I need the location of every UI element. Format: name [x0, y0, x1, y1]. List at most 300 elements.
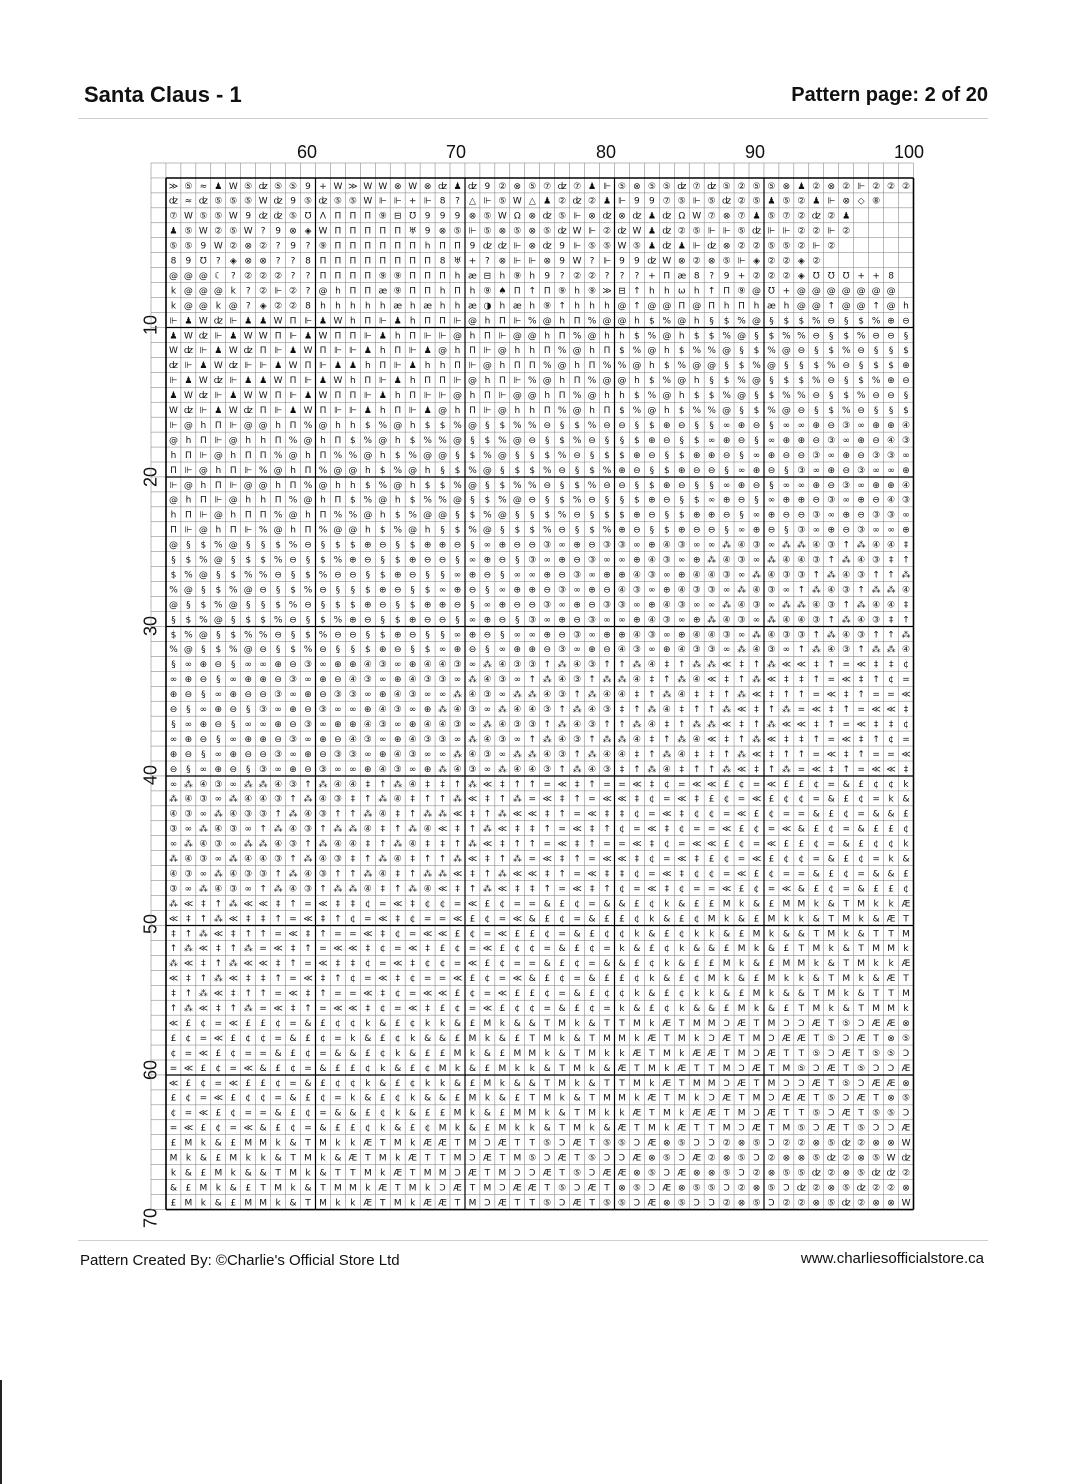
pattern-cell-symbol: @ [752, 286, 762, 297]
pattern-cell-symbol: ⊖ [722, 450, 731, 461]
pattern-cell-symbol: ③ [289, 839, 298, 850]
pattern-cell-symbol: ‡ [335, 959, 341, 970]
pattern-cell-symbol: & [603, 1063, 611, 1074]
pattern-cell-symbol: £ [738, 824, 745, 835]
pattern-cell-symbol: = [438, 974, 447, 985]
pattern-cell-symbol: ② [737, 181, 746, 192]
pattern-cell-symbol: $ [514, 465, 521, 476]
pattern-cell-symbol: £ [903, 869, 909, 880]
pattern-cell-symbol: æ [378, 286, 388, 297]
pattern-cell-symbol: ‡ [799, 675, 804, 686]
pattern-cell-symbol: @ [497, 346, 507, 357]
pattern-cell-symbol: $ [634, 391, 640, 402]
pattern-cell-symbol: & [304, 1018, 312, 1029]
pattern-cell-symbol: & [633, 1004, 641, 1015]
pattern-cell-symbol: ‡ [305, 929, 311, 940]
pattern-cell-symbol: § [470, 540, 475, 551]
pattern-cell-symbol: ⁂ [826, 630, 836, 641]
pattern-cell-symbol: @ [722, 406, 732, 417]
pattern-cell-symbol: T [858, 1048, 864, 1059]
pattern-cell-symbol: T [813, 1093, 820, 1104]
pattern-cell-symbol: ⑦ [169, 211, 178, 222]
pattern-cell-symbol: Æ [647, 1198, 657, 1209]
pattern-cell-symbol: k [753, 944, 760, 955]
pattern-cell-symbol: 9 [290, 241, 296, 252]
pattern-cell-symbol: Æ [722, 1093, 732, 1104]
pattern-cell-symbol: ⑤ [244, 196, 253, 207]
pattern-cell-symbol: Π [259, 450, 267, 461]
pattern-cell-symbol: + [319, 181, 327, 192]
pattern-cell-symbol: ¢ [888, 675, 894, 686]
pattern-cell-symbol: Ↄ [484, 1198, 491, 1209]
pattern-cell-symbol: ⊕ [543, 570, 551, 581]
pattern-cell-symbol: 9 [424, 226, 431, 237]
pattern-cell-symbol: ⊕ [752, 525, 761, 536]
pattern-cell-symbol: h [200, 420, 207, 431]
pattern-cell-symbol: ③ [872, 615, 881, 626]
pattern-cell-symbol: h [439, 286, 446, 297]
pattern-cell-symbol: ≪ [497, 929, 508, 940]
pattern-cell-symbol: ¢ [768, 869, 775, 880]
pattern-cell-symbol: Ↄ [738, 1063, 745, 1074]
pattern-cell-symbol: ⊩ [573, 211, 582, 222]
pattern-cell-symbol: Æ [393, 1168, 403, 1179]
pattern-cell-symbol: ⊕ [573, 540, 581, 551]
pattern-cell-symbol: $ [574, 480, 580, 491]
pattern-cell-symbol: k [753, 1004, 760, 1015]
pattern-cell-symbol: M [857, 899, 866, 910]
pattern-cell-symbol: ↑ [438, 794, 447, 805]
pattern-cell-symbol: ↑ [259, 884, 267, 895]
page-title: Santa Claus - 1 [84, 82, 242, 107]
pattern-cell-symbol: ≪ [721, 719, 732, 730]
pattern-cell-symbol: § [335, 645, 341, 656]
pattern-cell-symbol: % [587, 316, 597, 327]
pattern-cell-symbol: % [602, 525, 612, 536]
pattern-cell-symbol: = [379, 959, 387, 970]
pattern-cell-symbol: ≪ [706, 779, 717, 790]
pattern-cell-symbol: £ [364, 1048, 371, 1059]
pattern-cell-symbol: ‡ [515, 884, 520, 895]
pattern-cell-symbol: h [544, 391, 551, 402]
pattern-cell-symbol: @ [363, 510, 373, 521]
pattern-cell-symbol: ʣ [647, 256, 657, 267]
pattern-cell-symbol: T [589, 1093, 595, 1104]
pattern-cell-symbol: ∞ [513, 734, 522, 745]
pattern-cell-symbol: ④ [468, 690, 477, 701]
pattern-cell-symbol: ⁂ [512, 749, 522, 760]
pattern-cell-symbol: & [543, 899, 551, 910]
pattern-cell-symbol: Æ [677, 1063, 687, 1074]
pattern-cell-symbol: & [379, 1078, 387, 1089]
pattern-cell-symbol: T [873, 989, 879, 1000]
pattern-cell-symbol: $ [499, 420, 506, 431]
pattern-cell-symbol: ? [455, 196, 460, 207]
pattern-cell-symbol: § [455, 450, 460, 461]
pattern-cell-symbol: T [559, 1168, 565, 1179]
pattern-cell-symbol: § [784, 465, 789, 476]
pattern-cell-symbol: ④ [468, 749, 477, 760]
pattern-cell-symbol: ⊕ [393, 630, 402, 641]
pattern-cell-symbol: M [393, 1198, 402, 1209]
pattern-cell-symbol: & [827, 794, 835, 805]
pattern-cell-symbol: Π [274, 391, 282, 402]
pattern-cell-symbol: W [183, 211, 193, 222]
pattern-cell-symbol: ③ [662, 615, 671, 626]
pattern-cell-symbol: Æ [647, 1033, 657, 1044]
pattern-cell-symbol: £ [245, 1018, 252, 1029]
pattern-cell-symbol: ⁂ [796, 600, 806, 611]
pattern-cell-symbol: h [200, 480, 207, 491]
pattern-cell-symbol: M [498, 1168, 507, 1179]
pattern-cell-symbol: ⑤ [782, 1168, 791, 1179]
pattern-cell-symbol: ⊕ [767, 510, 776, 521]
pattern-cell-symbol: ¢ [394, 1093, 401, 1104]
pattern-cell-symbol: k [425, 1078, 431, 1089]
pattern-cell-symbol: ↑ [274, 869, 282, 880]
pattern-cell-symbol: ‡ [619, 764, 625, 775]
pattern-cell-symbol: £ [200, 1168, 207, 1179]
pattern-cell-symbol: @ [213, 555, 223, 566]
pattern-cell-symbol: M [259, 1198, 268, 1209]
pattern-cell-symbol: § [186, 600, 191, 611]
pattern-cell-symbol: ♟ [378, 331, 387, 342]
pattern-cell-symbol: Æ [647, 1138, 657, 1149]
pattern-cell-symbol: ∞ [857, 420, 865, 431]
pattern-cell-symbol: § [231, 719, 236, 730]
pattern-cell-symbol: ⊩ [244, 465, 253, 476]
pattern-cell-symbol: ↑ [498, 794, 507, 805]
pattern-cell-symbol: ∞ [334, 764, 342, 775]
pattern-cell-symbol: = [259, 1108, 267, 1119]
pattern-cell-symbol: ④ [647, 660, 656, 671]
pattern-cell-symbol: ⊩ [618, 196, 626, 207]
pattern-cell-symbol: W [243, 391, 253, 402]
pattern-cell-symbol: ¢ [604, 989, 610, 1000]
pattern-cell-symbol: M [827, 989, 836, 1000]
pattern-cell-symbol: ⁂ [453, 854, 463, 865]
pattern-cell-symbol: § [724, 465, 729, 476]
pattern-cell-symbol: ≪ [467, 899, 478, 910]
pattern-cell-symbol: ? [604, 271, 610, 282]
pattern-cell-symbol: h [394, 435, 401, 446]
pattern-cell-symbol: ♟ [752, 211, 761, 222]
pattern-cell-symbol: ∞ [229, 734, 238, 745]
pattern-cell-symbol: ⊖ [857, 406, 865, 417]
pattern-cell-symbol: h [364, 361, 371, 372]
pattern-cell-symbol: k [499, 1018, 505, 1029]
pattern-cell-symbol: M [633, 1078, 641, 1089]
pattern-cell-symbol: § [440, 630, 445, 641]
pattern-cell-symbol: ⊖ [274, 734, 282, 745]
pattern-cell-symbol: ⊩ [423, 331, 432, 342]
pattern-cell-symbol: % [184, 570, 193, 581]
pattern-cell-symbol: ⊕ [887, 376, 895, 387]
pattern-cell-symbol: % [288, 600, 298, 611]
pattern-cell-symbol: $ [364, 480, 371, 491]
pattern-cell-symbol: ⊗ [722, 211, 731, 222]
pattern-cell-symbol: § [245, 764, 251, 775]
pattern-cell-symbol: % [288, 435, 298, 446]
pattern-cell-symbol: W [572, 226, 582, 237]
pattern-cell-symbol: ¢ [364, 959, 371, 970]
pattern-cell-symbol: £ [185, 1183, 192, 1194]
pattern-cell-symbol: £ [798, 779, 805, 790]
pattern-cell-symbol: ‡ [365, 779, 371, 790]
pattern-cell-symbol: £ [619, 914, 625, 925]
pattern-cell-symbol: k [828, 1004, 834, 1015]
pattern-cell-symbol: ‡ [380, 824, 386, 835]
pattern-cell-symbol: % [602, 465, 612, 476]
pattern-cell-symbol: ◈ [259, 301, 267, 312]
pattern-cell-symbol: Æ [677, 1168, 687, 1179]
pattern-cell-symbol: Æ [796, 1033, 806, 1044]
pattern-cell-symbol: @ [467, 316, 477, 327]
pattern-cell-symbol: £ [409, 1123, 416, 1134]
pattern-cell-symbol: h [215, 465, 222, 476]
pattern-cell-symbol: § [544, 495, 550, 506]
pattern-cell-symbol: ② [498, 181, 507, 192]
pattern-cell-symbol: ⊖ [692, 525, 701, 536]
pattern-cell-symbol: ④ [378, 869, 387, 880]
pattern-cell-symbol: M [184, 1198, 193, 1209]
pattern-cell-symbol: ⁂ [423, 809, 433, 820]
pattern-cell-symbol: M [319, 1198, 327, 1209]
pattern-cell-symbol: Æ [677, 1123, 687, 1134]
pattern-cell-symbol: M [767, 1078, 776, 1089]
pattern-cell-symbol: ‡ [245, 914, 251, 925]
pattern-cell-symbol: ◇ [857, 196, 865, 207]
pattern-cell-symbol: æ [423, 301, 433, 312]
pattern-cell-symbol: h [379, 450, 386, 461]
pattern-cell-symbol: ⑤ [857, 1063, 866, 1074]
pattern-cell-symbol: ∞ [438, 585, 447, 596]
pattern-cell-symbol: § [515, 615, 520, 626]
pattern-cell-symbol: £ [424, 1048, 431, 1059]
pattern-cell-symbol: ② [887, 1183, 896, 1194]
pattern-cell-symbol: T [260, 1183, 266, 1194]
pattern-cell-symbol: W [198, 226, 208, 237]
pattern-cell-symbol: h [559, 376, 566, 387]
pattern-cell-symbol: h [693, 376, 700, 387]
pattern-cell-symbol: & [409, 1108, 417, 1119]
pattern-cell-symbol: £ [753, 809, 760, 820]
pattern-cell-symbol: k [768, 989, 775, 1000]
pattern-cell-symbol: § [186, 540, 191, 551]
pattern-cell-symbol: ∞ [498, 585, 507, 596]
pattern-cell-symbol: ‡ [290, 1004, 296, 1015]
pattern-cell-symbol: W [169, 406, 178, 417]
pattern-cell-symbol: ∞ [543, 615, 551, 626]
pattern-cell-symbol: § [634, 420, 640, 431]
pattern-cell-symbol: $ [424, 645, 431, 656]
pattern-cell-symbol: % [348, 450, 358, 461]
pattern-cell-symbol: ‡ [574, 779, 580, 790]
pattern-cell-symbol: k [469, 1108, 476, 1119]
pattern-cell-symbol: ↑ [274, 914, 282, 925]
pattern-cell-symbol: ⊩ [214, 391, 223, 402]
pattern-cell-symbol: Π [528, 361, 536, 372]
pattern-cell-symbol: T [649, 1108, 655, 1119]
pattern-cell-symbol: Æ [617, 1168, 627, 1179]
pattern-cell-symbol: T [708, 1123, 715, 1134]
pattern-cell-symbol: ⁂ [572, 705, 582, 716]
pattern-cell-symbol: M [528, 1108, 537, 1119]
pattern-cell-symbol: ‡ [694, 794, 699, 805]
pattern-cell-symbol: ↑ [468, 884, 477, 895]
pattern-cell-symbol: @ [168, 540, 178, 551]
pattern-cell-symbol: @ [841, 301, 851, 312]
pattern-cell-symbol: & [169, 1183, 177, 1194]
pattern-cell-symbol: § [574, 465, 580, 476]
pattern-cell-symbol: ¢ [379, 1108, 386, 1119]
pattern-cell-symbol: ʣ [856, 1183, 866, 1194]
pattern-cell-symbol: ‡ [231, 929, 236, 940]
pattern-cell-symbol: & [259, 1123, 267, 1134]
pattern-cell-symbol: Π [603, 406, 611, 417]
pattern-cell-symbol: ‡ [559, 794, 565, 805]
pattern-cell-symbol: ⁂ [393, 839, 403, 850]
pattern-cell-symbol: ⊕ [902, 361, 910, 372]
pattern-cell-symbol: ≪ [706, 839, 717, 850]
pattern-cell-symbol: ⊗ [244, 256, 252, 267]
pattern-cell-symbol: ¢ [215, 1063, 222, 1074]
pattern-cell-symbol: ⊕ [588, 585, 596, 596]
pattern-cell-symbol: $ [275, 600, 281, 611]
pattern-cell-symbol: T [320, 1183, 326, 1194]
pattern-cell-symbol: ? [275, 256, 281, 267]
pattern-cell-symbol: ⊗ [707, 256, 716, 267]
pattern-cell-symbol: ‡ [470, 869, 475, 880]
pattern-cell-symbol: $ [200, 600, 207, 611]
pattern-cell-symbol: ≪ [273, 944, 283, 955]
pattern-cell-symbol: ◈ [304, 226, 312, 237]
pattern-cell-symbol: ⁂ [213, 809, 223, 820]
pattern-cell-symbol: ③ [857, 630, 866, 641]
pattern-cell-symbol: & [274, 1108, 282, 1119]
pattern-cell-symbol: ⁂ [722, 764, 732, 775]
row-label-50: 50 [140, 913, 161, 935]
pattern-cell-symbol: £ [379, 1033, 386, 1044]
pattern-cell-symbol: ⑤ [214, 211, 223, 222]
pattern-cell-symbol: ‡ [485, 794, 490, 805]
pattern-cell-symbol: & [812, 809, 820, 820]
pattern-cell-symbol: ‡ [365, 944, 371, 955]
pattern-cell-symbol: ≪ [736, 705, 747, 716]
pattern-cell-symbol: Π [349, 226, 357, 237]
pattern-cell-symbol: ⁂ [781, 705, 791, 716]
pattern-cell-symbol: ≪ [557, 779, 567, 790]
pattern-cell-symbol: ⊖ [543, 585, 551, 596]
pattern-cell-symbol: k [275, 1138, 281, 1149]
pattern-cell-symbol: @ [542, 316, 552, 327]
pattern-cell-symbol: W [258, 391, 268, 402]
pattern-cell-symbol: $ [514, 525, 521, 536]
pattern-cell-symbol: Π [409, 256, 417, 267]
pattern-cell-symbol: ⊩ [334, 346, 342, 357]
pattern-cell-symbol: ↑ [364, 854, 372, 865]
pattern-cell-symbol: $ [469, 450, 476, 461]
pattern-cell-symbol: ⊖ [184, 690, 193, 701]
pattern-cell-symbol: $ [364, 585, 371, 596]
pattern-cell-symbol: ∞ [528, 630, 537, 641]
pattern-cell-symbol: 9 [559, 256, 566, 267]
pattern-cell-symbol: ⊕ [887, 480, 895, 491]
pattern-cell-symbol: ⊩ [827, 196, 836, 207]
pattern-cell-symbol: M [812, 944, 821, 955]
pattern-cell-symbol: @ [273, 465, 283, 476]
pattern-cell-symbol: T [559, 1123, 565, 1134]
pattern-cell-symbol: = [199, 1093, 208, 1104]
pattern-cell-symbol: T [484, 1168, 491, 1179]
pattern-cell-symbol: ¢ [364, 1063, 371, 1074]
pattern-cell-symbol: M [199, 1183, 208, 1194]
pattern-cell-symbol: ⊕ [872, 480, 880, 491]
pattern-cell-symbol: & [753, 899, 761, 910]
pattern-cell-symbol: ¢ [634, 809, 640, 820]
pattern-cell-symbol: = [453, 899, 462, 910]
pattern-cell-symbol: ⁂ [766, 615, 776, 626]
pattern-cell-symbol: ʣ [168, 361, 179, 372]
pattern-cell-symbol: £ [589, 929, 595, 940]
store-website: www.charliesofficialstore.ca [800, 1250, 984, 1267]
pattern-cell-symbol: k [888, 854, 894, 865]
pattern-cell-symbol: ∞ [648, 585, 656, 596]
pattern-cell-symbol: M [692, 1078, 701, 1089]
pattern-cell-symbol: ⁂ [856, 600, 866, 611]
pattern-cell-symbol: § [395, 540, 400, 551]
pattern-cell-symbol: & [618, 899, 626, 910]
pattern-cell-symbol: @ [303, 495, 313, 506]
pattern-cell-symbol: k [439, 1078, 446, 1089]
pattern-cell-symbol: h [320, 495, 326, 506]
pattern-cell-symbol: ⊩ [603, 181, 611, 192]
pattern-cell-symbol: ¢ [394, 929, 401, 940]
pattern-cell-symbol: ⊕ [229, 690, 238, 701]
pattern-cell-symbol: ④ [842, 570, 851, 581]
pattern-cell-symbol: T [619, 1078, 625, 1089]
pattern-cell-symbol: ④ [617, 749, 627, 760]
pattern-cell-symbol: Π [379, 361, 387, 372]
pattern-cell-symbol: & [842, 839, 850, 850]
pattern-cell-symbol: ≪ [587, 809, 597, 820]
pattern-cell-symbol: £ [559, 899, 566, 910]
pattern-cell-symbol: Π [364, 211, 372, 222]
pattern-cell-symbol: & [588, 1078, 596, 1089]
pattern-cell-symbol: ¢ [185, 1093, 192, 1104]
pattern-cell-symbol: ⊕ [259, 734, 267, 745]
pattern-cell-symbol: $ [873, 361, 879, 372]
pattern-cell-symbol: = [274, 1093, 282, 1104]
pattern-cell-symbol: = [692, 884, 701, 895]
pattern-cell-symbol: k [738, 959, 745, 970]
pattern-cell-symbol: T [903, 914, 909, 925]
pattern-cell-symbol: % [812, 376, 821, 387]
pattern-cell-symbol: k [350, 1138, 356, 1149]
pattern-cell-symbol: T [544, 1018, 550, 1029]
pattern-cell-symbol: $ [394, 615, 401, 626]
pattern-cell-symbol: ⊖ [872, 495, 880, 506]
pattern-cell-symbol: ‡ [769, 690, 774, 701]
pattern-cell-symbol: ‡ [649, 675, 655, 686]
pattern-cell-symbol: ↑ [393, 884, 402, 895]
pattern-cell-symbol: ⊖ [408, 630, 417, 641]
pattern-cell-symbol: ↑ [274, 809, 282, 820]
pattern-cell-symbol: ↑ [812, 630, 821, 641]
pattern-cell-symbol: = [588, 899, 596, 910]
pattern-cell-symbol: ③ [901, 435, 911, 446]
pattern-cell-symbol: T [604, 1078, 610, 1089]
